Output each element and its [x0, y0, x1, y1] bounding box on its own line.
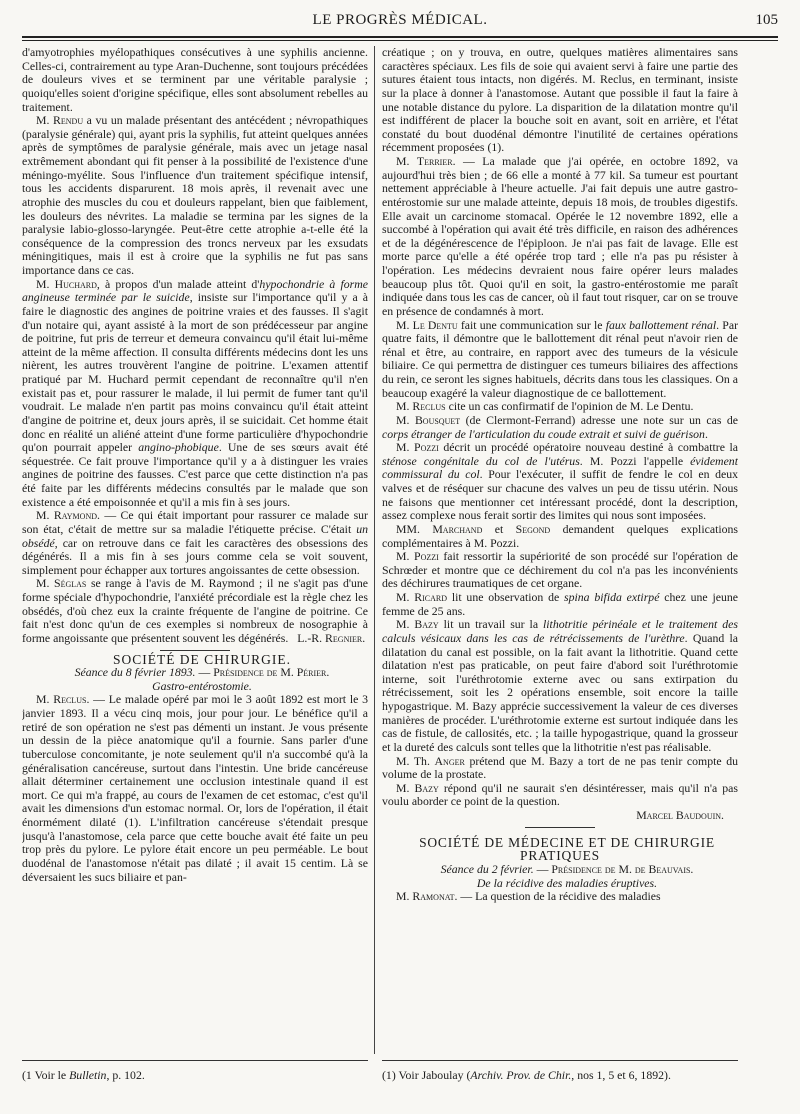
paragraph: M. Bazy lit un travail sur la lithotritie périnéale et le traitement des calculs vésicaux dans les cas de rétrécissements de l'urèthre. Quand la dilatation du canal est possible, on la fait avant la lithotritie. Quand cette dilatation n'est pas praticable, on peut faire d'abord soit l'uréthrotomie interne, soit l'uréthrotomie externe avec ou sans extirpation du rétrécissement, soit les 2 opérations ensemble, soit encore la taille hypogastrique. M. Bazy apprécie successivement la valeur de ces diverses manières de procéder. L'uréthrotomie externe est surtout indiquée dans les cas de fistule, de callosités, etc. ; la taille hypogastrique, quand la grosseur et la dureté des calculs sont telles que la lithotritie n'est pas réalisable.	[382, 617, 738, 754]
speaker-name: Huchard	[54, 276, 97, 291]
column-divider	[374, 46, 375, 1054]
paragraph: M. Reclus. — Le malade opéré par moi le 3 août 1892 est mort le 3 janvier 1893. Il a vécu cinq mois, jour pour jour. Le bénéfice qu'il a retiré de son opération ne s'est pas démenti un instant. Je vous présente un dessin de la pièce anatomique qu'il a fournie. Sans parler d'une tuberculose concomitante, je note seulement qu'il n'a succombé qu'à la généralisation cancéreuse, surtout dans l'intestin. Une bride cancéreuse allait déterminer certainement une occlusion intestinale quand il est mort. Ce qui m'a frappé, au cours de l'examen de cet estomac, c'est qu'il avait les dimensions d'un estomac normal. Or, lors de l'opération, il était énormément dilaté (1). L'infiltration cancéreuse s'étendait presque jusqu'à l'anastomose, cela parce que cette bouche avait été faite un peu trop près du pylore. Le pylore était encore un peu perméable. Le bout duodénal de l'anastomose n'était pas dilaté ; il avait 15 centim. Là se déversaient les sucs biliaire et pan-	[22, 692, 368, 884]
paragraph: M. Bazy répond qu'il ne saurait s'en désintéresser, mais qu'il n'a pas voulu aborder ce point de la question.	[382, 780, 738, 809]
header-rule	[22, 36, 778, 41]
paragraph: M. Huchard, à propos d'un malade atteint d'hypochondrie à forme angineuse terminée par le suicide, insiste sur l'importance qu'il y a à faire le diagnostic des angines de poitrine vraies et des fausses. Il s'agit d'un notaire qui, ayant assisté à la mort de son prédécesseur par angine de poitrine, fut pris de terreur et demeura convaincu qu'il était lui-même atteint de la même affection. Il consulta différents médecins dont les uns nièrent, les autres trouvèrent l'angine de poitrine. L'examen attentif pratiqué par M. Huchard permit cependant de reconnaître qu'il n'en existait pas et, pour rassurer le malade, il lui permit de fumer tant qu'il voudrait. Le malade n'en partit pas moins convaincu qu'il était atteint d'angine de poitrine et, deux jours après, il se suicidait. Cet homme était donc en réalité un aliéné atteint d'une forme particulière d'hypochondrie qu'on pourrait appeler angino-phobique. Une de ses sœurs avait été séquestrée. Ce fait prouve l'importance qu'il y a à distinguer les vraies angines de poitrine des fausses. C'est parce que cette distinction n'a pas été faite par les différents médecins consultés par le malade que son existence a été empoisonnée et qu'il a mis fin à ses jours.	[22, 276, 368, 509]
paragraph: M. Rendu a vu un malade présentant des antécédent ; névropathiques (paralysie générale) qui, ayant pris la syphilis, fut atteint quelques années après de symptômes de paralysie générale, mais avec un jetage nasal extrêmement abondant qui fit penser à la possibilité de l'existence d'une méningo-myélite. Sous l'influence d'un traitement spécifique intensif, tous les accidents disparurent. 18 mois après, il revenait avec une atrophie des muscles du cou et douleurs rappelant, bien que faiblement, les douleurs des névrites. La maladie se termina par les signes de la paralysie labio-glosso-laryngée. Peut-être cette atrophie a-t-elle été la conséquence de la compression des troncs nerveux par les exsudats méningitiques, mais il est à croire que la syphilis ne fut pas sans importance dans ce cas.	[22, 113, 368, 277]
speaker-name: Segond	[515, 521, 551, 536]
speaker-name: Bazy	[414, 617, 439, 632]
speaker-name: Bousquet	[414, 412, 461, 427]
paragraph: M. Bousquet (de Clermont-Ferrand) adresse une note sur un cas de corps étranger de l'articulation du coude extrait et suivi de guérison.	[382, 412, 738, 441]
section-session: Séance du 2 février. — Présidence de M. de Beauvais.	[440, 861, 694, 876]
paragraph: créatique ; on y trouva, en outre, quelques matières alimentaires sans caractères spéciaux. Les fils de soie qui avaient servi à faire une partie des sutures étaient tous intacts, non digérés. M. Reclus, en terminant, insiste sur la place à donner à l'anastomose. Autant que possible il faut la faire à une notable distance du pylore. La disparition de la dilatation montre qu'il est indifférent de placer la bouche soit en avant, soit en arrière, et l'état constaté du bout duodénal démontre l'inutilité de certaines opérations récemment proposées (1).	[382, 46, 738, 155]
speaker-name: Reclus	[412, 399, 446, 414]
speaker-name: Ramonat	[412, 889, 455, 904]
paragraph: M. Raymond. — Ce qui était important pour rassurer ce malade sur son état, c'était de mettre sur sa maladie l'étiquette précise. C'était un obsédé, car on retrouve dans ce fait les caractères des obsessions des dégénérés. Il a mis fin à ses jours comme cela se voit souvent, simplement pour échapper aux tortures angoissantes de cette obsession.	[22, 508, 368, 577]
paragraph: M. Pozzi fait ressortir la supériorité de son procédé sur l'opération de Schrœder et montre que ce déchirement du col n'a pas les inconvénients des déchirures traumatiques de cet organe.	[382, 549, 738, 591]
section-subtitle: De la récidive des maladies éruptives.	[476, 875, 658, 890]
section-rule	[525, 827, 595, 828]
speaker-name: Séglas	[54, 576, 87, 591]
speaker-name: Ricard	[414, 590, 448, 604]
section-rule	[160, 650, 230, 651]
paragraph: MM. Marchand et Segond demandent quelques explications complémentaires à M. Pozzi.	[382, 521, 738, 550]
footnote-rule	[382, 1060, 738, 1061]
speaker-name: Reclus	[53, 692, 87, 707]
paragraph: d'amyotrophies myélopathiques consécutives à une syphilis ancienne. Celles-ci, contrairement au type Aran-Duchenne, sont toujours précédées de douleurs vives et se terminent par une véritable paralysie ; quoiqu'elles soient d'origine spécifique, elles sont absolument rebelles au traitement.	[22, 46, 368, 114]
speaker-name: Le Dentu	[412, 317, 458, 332]
speaker-name: Marchand	[432, 521, 483, 536]
paragraph: M. Th. Anger prétend que M. Bazy a tort de ne pas tenir compte du volume de la prostate.	[382, 753, 738, 782]
section-title: SOCIÉTÉ DE MÉDECINE ET DE CHIRURGIE PRATIQUES	[419, 834, 715, 864]
paragraph: M. Ramonat. — La question de la récidive des maladies	[396, 889, 661, 904]
paragraph: M. Pozzi décrit un procédé opératoire nouveau destiné à combattre la sténose congénitale du col de l'utérus. M. Pozzi l'appelle évidement commissural du col. Pour l'exécuter, il suffit de fendre le col en deux valves et de réséquer sur chacune des valves un peu de tissu utérin. Nous ne faisons que mentionner cet intéressant procédé, dont la description, assez complexe nous ferait sortir des limites qui nous sont imposées.	[382, 440, 738, 523]
paragraph: M. Reclus cite un cas confirmatif de l'opinion de M. Le Dentu.	[396, 399, 694, 414]
footnote-rule	[22, 1060, 368, 1061]
journal-title: LE PROGRÈS MÉDICAL.	[312, 12, 488, 28]
footnote: (1 Voir le Bulletin, p. 102.	[22, 1068, 145, 1082]
section-title: SOCIÉTÉ DE CHIRURGIE.	[112, 651, 292, 667]
section-subtitle: Gastro-entérostomie.	[152, 678, 252, 693]
paragraph: M. Le Dentu fait une communication sur le faux ballottement rénal. Par quatre faits, il démontre que le ballottement dit rénal peut n'avoir rien de rénal et être, au contraire, en rapport avec des tumeurs de la vésicule biliaire. Ce qui permettra de distinguer ces tumeurs biliaires des affections du rein, ce seront les signes habituels, décrits dans tous les classiques. On a beaucoup exagéré la valeur diagnostique de ce ballottement.	[382, 317, 738, 400]
speaker-name: Bazy	[414, 780, 439, 795]
signature: Marcel Baudouin.	[636, 808, 724, 822]
speaker-name: Terrier	[416, 154, 453, 168]
speaker-name: Raymond	[53, 508, 97, 523]
section-session: Séance du 8 février 1893. — Présidence de M. Périer.	[74, 665, 330, 680]
right-column	[382, 46, 738, 1054]
paragraph: M. Ricard lit une observation de spina bifida extirpé chez une jeune femme de 25 ans.	[382, 590, 738, 618]
speaker-name: Pozzi	[414, 549, 439, 564]
paragraph: M. Terrier. — La malade que j'ai opérée, en octobre 1892, va aujourd'hui très bien ; de 66 elle a monté à 77 kil. Sa tumeur est pourtant nettement appréciable à l'heure actuelle. J'ai fait depuis une autre gastro-entérostomie sur une malade atteinte, depuis 18 mois, de troubles digestifs. Elle avait un carcinome stomacal. Opérée le 12 novembre 1892, elle a succombé à l'opération qui avait été très difficile, en raison des adhérences et de la dégénérescence de l'épiploon. Je n'ai pas fait de lavage. Elle est morte parce qu'elle a été opérée trop tard ; elle n'a pas pu résister à l'opération. Les médecins devraient nous faire opérer leurs malades beaucoup plus tôt. Quoi qu'il en soit, la gastro-entérostomie me paraît indiquée dans tous les cas de cancer, où il faut tout risquer, car on se trouve en présence de condamnés à mort.	[382, 154, 738, 318]
speaker-name: Rendu	[53, 113, 84, 128]
running-header	[22, 12, 778, 36]
speaker-name: Pozzi	[414, 440, 439, 455]
left-column	[22, 46, 368, 1054]
footnote: (1) Voir Jaboulay (Archiv. Prov. de Chir., nos 1, 5 et 6, 1892).	[382, 1068, 671, 1082]
paragraph: M. Séglas se range à l'avis de M. Raymond ; il ne s'agit pas d'une forme spéciale d'hypochondrie, l'anxiété précordiale est la règle chez les obsédés, d'où chez eux la crainte fréquente de l'angine de poitrine. Ce fait n'est donc qu'un de ces exemples si nombreux de nosographie à forme angoissante que présentent souvent les dégénérés. L.-R. Regnier.	[22, 576, 368, 645]
signature: L.-R. Regnier.	[297, 630, 366, 645]
speaker-name: Anger	[434, 753, 465, 768]
page-number: 105	[755, 12, 778, 28]
